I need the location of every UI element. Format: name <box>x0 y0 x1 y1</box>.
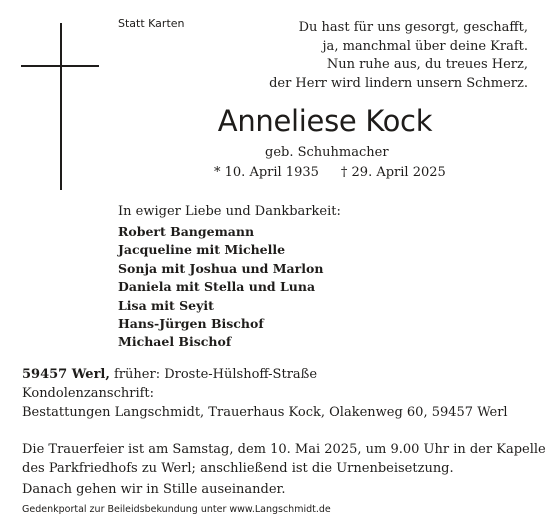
closing-line: Danach gehen wir in Stille auseinander. <box>22 482 286 497</box>
service-line: Die Trauerfeier ist am Samstag, dem 10. Mai 2025, um 9.00 Uhr in der Kapelle <box>22 442 546 457</box>
poem <box>269 19 528 93</box>
condolence-text: Bestattungen Langschmidt, Trauerhaus Kock, Olakenweg 60, 59457 Werl <box>22 404 508 420</box>
list-item: Daniela mit Stella und Luna <box>118 279 316 295</box>
memorial-portal-note: Gedenkportal zur Beileidsbekundung unter www.Langschmidt.de <box>22 504 331 515</box>
service-line: des Parkfriedhofs zu Werl; anschließend ist die Urnenbeisetzung. <box>22 460 454 476</box>
life-dates <box>214 165 446 180</box>
deceased-name: Anneliese Kock <box>217 104 433 138</box>
list-item: Jacqueline mit Michelle <box>118 242 286 258</box>
poem-line: Nun ruhe aus, du treues Herz, <box>326 57 528 72</box>
list-item: Lisa mit Seyit <box>118 297 214 313</box>
mourners-list <box>118 223 323 352</box>
poem-line: ja, manchmal über deine Kraft. <box>322 38 528 54</box>
death-date: † 29. April 2025 <box>340 165 446 180</box>
list-item: Sonja mit Joshua und Marlon <box>118 260 324 276</box>
poem-line: Du hast für uns gesorgt, geschafft, <box>298 20 528 35</box>
funeral-service-text <box>22 441 546 478</box>
address-city: 59457 Werl, <box>22 367 110 382</box>
cross-icon-horizontal <box>21 65 99 67</box>
poem-line: der Herr wird lindern unsern Schmerz. <box>269 75 528 91</box>
list-item: Hans-Jürgen Bischof <box>118 316 264 332</box>
list-item: Robert Bangemann <box>118 224 255 239</box>
address-former: früher: Droste-Hülshoff-Straße <box>109 367 318 382</box>
list-item: Michael Bischof <box>118 334 232 350</box>
condolence-label: Kondolenzanschrift: <box>22 386 155 401</box>
family-address <box>22 366 317 385</box>
statt-karten-label: Statt Karten <box>118 17 185 30</box>
mourners-intro: In ewiger Liebe und Dankbarkeit: <box>118 204 341 219</box>
birth-date: * 10. April 1935 <box>214 165 319 180</box>
condolence-address <box>22 385 508 422</box>
birth-name: geb. Schuhmacher <box>265 145 389 160</box>
